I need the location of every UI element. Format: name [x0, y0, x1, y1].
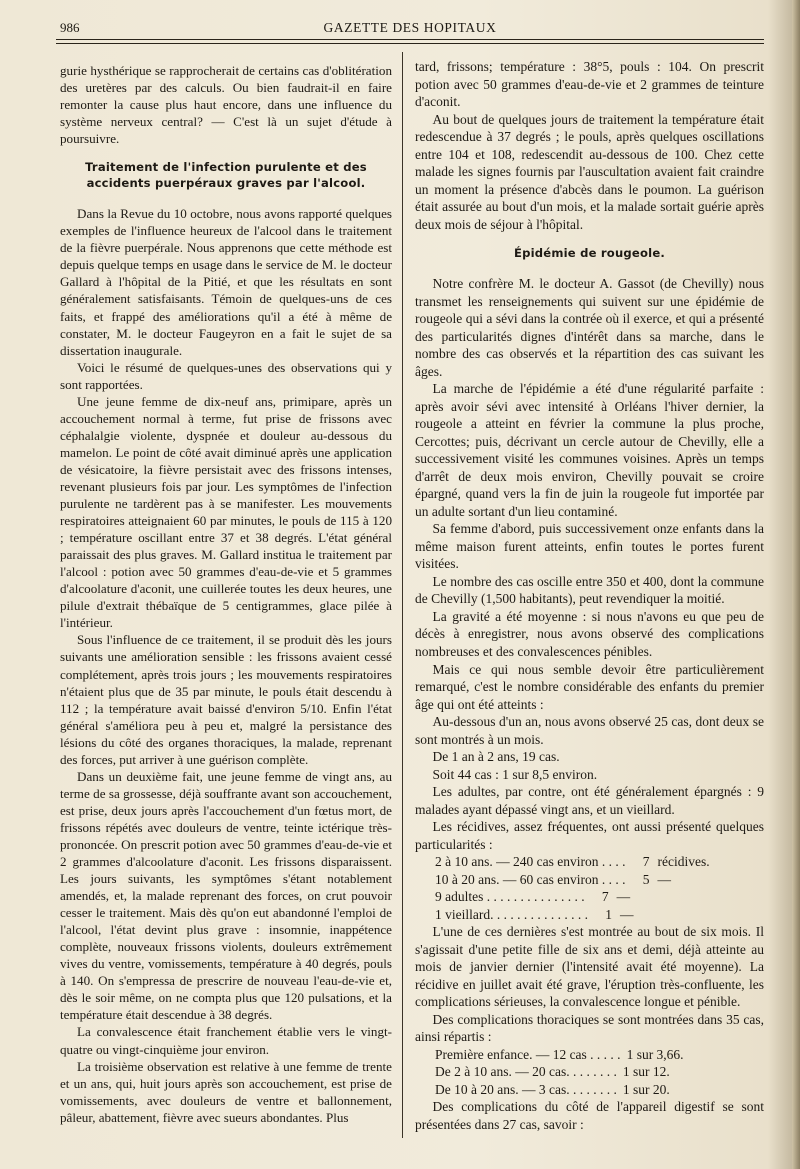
paragraph: Les adultes, par contre, ont été généralement épargnés : 9 malades ayant dépassé vingt ans, et un vieillard. — [415, 784, 764, 817]
column-divider — [402, 52, 403, 1138]
header-rule — [56, 39, 764, 40]
paragraph: Au-dessous d'un an, nous avons observé 25 cas, dont deux se sont montrés à un mois. — [415, 714, 764, 747]
table-row — [435, 1081, 764, 1099]
paragraph: Des complications thoraciques se sont montrées dans 35 cas, ainsi répartis : — [415, 1011, 764, 1045]
table-cell-unit: — — [619, 906, 634, 922]
table-cell-label: 2 à 10 ans. — 240 cas environ . . . . — [435, 854, 626, 870]
paragraph: Sous l'influence de ce traitement, il se produit dès les jours suivants une amélioration sensible : les frissons avaient cessé complétement, après trois jours ; les mouvements respiratoires n'étaient plus que de 35 par minute, le pouls était descendu à 112 ; la température avait baissé d'environ 5/10. Enfin l'état général s'améliora peu à peu et, malgré la persistance des lésions du côté des organes thoraciques, la malade, reprenant des forces, put arriver à une guérison complète. — [60, 632, 392, 767]
table-cell-value: 7 — [642, 854, 650, 870]
complication-table — [435, 1046, 764, 1099]
journal-title: GAZETTE DES HOPITAUX — [323, 20, 497, 35]
paragraph: Voici le résumé de quelques-unes des observations qui y sont rapportées. — [60, 359, 392, 392]
table-cell-value: 1 sur 20. — [622, 1081, 670, 1097]
table-cell-value: 5 — [642, 871, 650, 887]
paragraph: Dans un deuxième fait, une jeune femme de vingt ans, au terme de sa grossesse, déjà souffrante avant son accouchement, est prise, deux jours après l'accouchement d'un fœtus mort, de frissons répétés avec douleurs de ventre, teinte ictérique très-prononcée. On prescrit potion avec 50 grammes d'eau-de-vie et 2 grammes d'alcoolature d'aconit. Les frissons disparaissent. Les jours suivants, les symptômes s'étant notablement amendés, et, la malade reprenant des forces, on crut pouvoir cesser le traitement. Mais dès qu'on eut abandonné l'emploi de l'alcool, l'état devint plus grave : insomnie, inappétence complète, nouveaux frissons violents, douleurs extrêmement vives du ventre, vomissements, température à 40 degrés, pouls à 140. On s'empressa de prescrire de nouveau l'eau-de-vie et, dès le soir même, on ne compta plus que 120 pulsations, et la température était descendue à 38 degrés. — [60, 768, 392, 1023]
paragraph: L'une de ces dernières s'est montrée au bout de six mois. Il s'agissait d'une petite fille de six ans et demi, déjà atteinte au mois de janvier dernier (l'intensité avait été moyenne). La récidive en juillet avait été grave, l'éruption très-confluente, les complications sérieuses, la convalescence longue et pénible. — [415, 924, 764, 1010]
left-column — [60, 62, 392, 1147]
table-cell-label: 10 à 20 ans. — 60 cas environ . . . . — [435, 871, 626, 887]
article-heading: Traitement de l'infection purulente et des accidents puerpéraux graves par l'alcool. — [85, 160, 367, 191]
table-cell-value: 1 — [605, 906, 612, 922]
right-column — [415, 58, 764, 1148]
paragraph: De 1 an à 2 ans, 19 cas. — [432, 749, 560, 765]
page-number: 986 — [60, 20, 80, 35]
paragraph: tard, frissons; température : 38°5, pouls : 104. On prescrit potion avec 50 grammes d'eau-de-vie et 2 grammes de teinture d'aconit. — [415, 59, 764, 110]
table-row — [435, 1046, 764, 1064]
paragraph: Soit 44 cas : 1 sur 8,5 environ. — [432, 766, 598, 782]
page-header — [56, 18, 764, 40]
table-cell-unit: — — [616, 889, 631, 905]
article-heading: Épidémie de rougeole. — [513, 246, 665, 261]
table-cell-value: 1 sur 12. — [622, 1064, 670, 1080]
paragraph: Des complications du côté de l'appareil digestif se sont présentées dans 27 cas, savoir : — [415, 1099, 764, 1132]
table-cell-value: 7 — [601, 889, 609, 905]
table-cell-unit: récidives. — [657, 854, 710, 870]
paragraph: La convalescence était franchement établie vers le vingt-quatre ou vingt-cinquième jour environ. — [60, 1024, 392, 1057]
table-cell-label: Première enfance. — 12 cas . . . . . — [435, 1046, 621, 1062]
paragraph: Mais ce qui nous semble devoir être particulièrement remarqué, c'est le nombre considérable des enfants du premier âge qui ont été atteints : — [415, 661, 764, 712]
paragraph: Au bout de quelques jours de traitement la température était redescendue à 37 degrés ; le pouls, après quelques oscillations entre 104 et 108, redescendit au-dessous de 100. Chez cette malade les signes fournis par l'auscultation avaient fait craindre un moment la présence d'abcès dans le poumon. La guérison était assurée au bout d'un mois, et la malade sortait guérie après deux mois de séjour à l'hôpital. — [415, 111, 764, 232]
paragraph: La troisième observation est relative à une femme de trente et un ans, qui, huit jours après son accouchement, est prise de vomissements, avec douleurs de ventre et ballonnement, pâleur, abattement, fièvre avec sueurs abondantes. Plus — [60, 1058, 392, 1125]
recidive-table — [435, 853, 764, 923]
table-cell-value: 1 sur 3,66. — [626, 1046, 684, 1062]
table-row — [435, 888, 764, 906]
table-row — [435, 853, 764, 871]
paragraph: Notre confrère M. le docteur A. Gassot (de Chevilly) nous transmet les renseignements qui suivent sur une épidémie de rougeole qui a sévi dans la contrée où il exerce, et qui a présenté des particularités dignes d'intérêt dans sa marche, dans le nombre des cas observés et la répartition des cas suivant les âges. — [415, 276, 764, 379]
table-row — [435, 1063, 764, 1081]
paragraph: gurie hysthérique se rapprocherait de certains cas d'oblitération des uretères par des calculs. Ou bien faudrait-il en faire remonter la cause plus haut encore, dans une influence du système nerveux central? — C'est là un sujet d'étude à poursuivre. — [60, 63, 392, 147]
paragraph: Le nombre des cas oscille entre 350 et 400, dont la commune de Chevilly (1,500 habitants), peut revendiquer la moitié. — [415, 573, 764, 607]
table-cell-label: 9 adultes . . . . . . . . . . . . . . . — [435, 889, 585, 905]
paragraph: Une jeune femme de dix-neuf ans, primipare, après un accouchement normal à terme, fut prise de frissons avec céphalalgie violente, dyspnée et douleur au-dessous du mamelon. Le point de côté avait diminué après une application de vésicatoire, la fièvre persistait avec des frissons intenses, revenant plusieurs fois par jour. Les symptômes de l'infection purulente ne tardèrent pas à se manifester. Les mouvements respiratoires atteignaient 60 par minutes, le pouls de 115 à 120 ; température oscillant entre 37 et 38 degrés. L'état général paraissait des plus graves. M. Gallard institua le traitement par l'alcool : potion avec 50 grammes d'eau-de-vie et 5 grammes d'alcoolature d'aconit, une cuillerée toutes les deux heures, une pilule d'extrait thébaïque de 5 centigrammes, glace pilée à l'intérieur. — [60, 393, 392, 631]
paragraph: Les récidives, assez fréquentes, ont aussi présenté quelques particularités : — [415, 819, 764, 852]
paragraph: La marche de l'épidémie a été d'une régularité parfaite : après avoir sévi avec intensité à Orléans l'hiver dernier, la rougeole a atteint en février la commune la plus proche, Cercottes; puis, décrivant un cercle autour de Chevilly, elle a successivement visité les communes voisines. Après un temps d'arrêt de deux mois environ, Chevilly pouvait se croire épargné, quand vers la fin de juin la rougeole fut importée par un adulte sortant d'un lieu contaminé. — [415, 381, 764, 519]
table-cell-unit: — — [657, 871, 671, 887]
table-row — [435, 871, 764, 889]
page-edge — [792, 0, 800, 1169]
table-cell-label: 1 vieillard. . . . . . . . . . . . . . . — [435, 906, 588, 922]
table-cell-label: De 2 à 10 ans. — 20 cas. . . . . . . . — [435, 1064, 617, 1080]
paragraph: Dans la Revue du 10 octobre, nous avons rapporté quelques exemples de l'influence heureux de l'alcool dans le traitement de la fièvre puerpérale. Nous apprenons que cette méthode est depuis quelque temps en usage dans le service de M. le docteur Gallard à l'hôpital de la Pitié, et que les résultats en sont généralement satisfaisants. Témoin de quelques-uns de ces faits, et frappé des améliorations qu'il a été à même de constater, M. le docteur Faugeyron en a fait le sujet de sa dissertation inaugurale. — [60, 206, 392, 358]
table-cell-label: De 10 à 20 ans. — 3 cas. . . . . . . . — [435, 1081, 617, 1097]
table-row — [435, 906, 764, 924]
paragraph: La gravité a été moyenne : si nous n'avons eu que peu de décès à enregistrer, nous avons observé des complications nombreuses et des convalescences pénibles. — [415, 608, 764, 659]
header-rule-thin — [56, 43, 764, 44]
paragraph: Sa femme d'abord, puis successivement onze enfants dans la même maison furent atteints, enfin toutes le portes furent visitées. — [415, 521, 764, 572]
